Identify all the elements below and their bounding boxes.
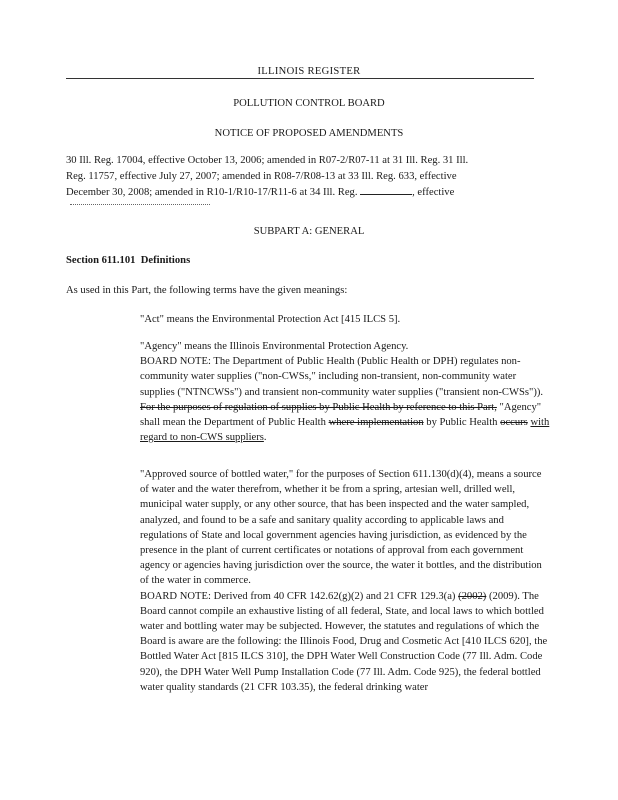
agency-board-note: BOARD NOTE: The Department of Public Health (Public Health or DPH) regulates non-community water supplies ("non-CWSs," including non-transient, non-community water supplies ("NTNCWSs") and transient non-community water supplies ("transient non-CWSs")). For the purposes of regulation of supplies by Public Health by reference to this Part, "Agency" shall mean the Department of Public Health where implementation by Public Health occurs with regard to non-CWS suppliers.: [140, 356, 550, 444]
section-heading: Section 611.101 Definitions: [66, 255, 191, 266]
dotted-line: [70, 204, 210, 205]
date-blank: [360, 184, 412, 195]
intro-text: As used in this Part, the following terms have the given meanings:: [66, 285, 348, 296]
agency-title: POLLUTION CONTROL BOARD: [233, 98, 385, 109]
definition-act: "Act" means the Environmental Protection Act [415 ILCS 5].: [140, 314, 401, 325]
source-history: 30 Ill. Reg. 17004, effective October 13, 2006; amended in R07-2/R07-11 at 31 Ill. Reg. 31 Ill. Reg. 11757, effective July 27, 2007; amended in R08-7/R08-13 at 33 Ill. Reg. 633, effective December 30, 2008; amended in R10-1/R10-17/R11-6 at 34 Ill. Reg. , effective: [66, 155, 469, 198]
register-title: ILLINOIS REGISTER: [0, 64, 618, 79]
definition-agency: "Agency" means the Illinois Environmental Protection Agency. BOARD NOTE: The Department of Public Health (Public Health or DPH) regulates non-community water supplies ("non-CWSs," including non-transient, non-community water supplies ("NTNCWSs") and transient non-community water supplies ("transient non-CWSs")). For the purposes of regulation of supplies by Public Health by reference to this Part, "Agency" shall mean the Department of Public Health where implementation by Public Health occurs with regard to non-CWS suppliers.: [140, 339, 552, 445]
subpart-heading: SUBPART A: GENERAL: [253, 226, 365, 237]
notice-title: NOTICE OF PROPOSED AMENDMENTS: [214, 128, 404, 139]
bottled-board-note: BOARD NOTE: Derived from 40 CFR 142.62(g)(2) and 21 CFR 129.3(a) (2002) (2009). The Board cannot compile an exhaustive listing of all federal, State, and local laws to which bottled water and bottling water may be subjected. However, the statutes and regulations of which the Board is aware are the following: the Illinois Food, Drug and Cosmetic Act [410 ILCS 620], the Bottled Water Act [815 ILCS 310], the DPH Water Well Construction Code (77 Ill. Adm. Code 920), the DPH Water Well Pump Installation Code (77 Ill. Adm. Code 925), the federal bottled water quality standards (21 CFR 103.35), the federal drinking water: [140, 590, 548, 693]
definition-bottled-water: "Approved source of bottled water," for the purposes of Section 611.130(d)(4), means a source of water and the water therefrom, whether it be from a spring, artesian well, drilled well, municipal water supply, or any other source, that has been inspected and the water sampled, analyzed, and found to be a safe and sanitary quality according to applicable laws and regulations of State and local government agencies having jurisdiction, as evidenced by the presence in the plant of current certificates or notations of approval from each government agency or agencies having jurisdiction over the source, the water it bottles, and the distribution of the water in commerce. BOARD NOTE: Derived from 40 CFR 142.62(g)(2) and 21 CFR 129.3(a) (2002) (2009). The Board cannot compile an exhaustive listing of all federal, State, and local laws to which bottled water and bottling water may be subjected. However, the statutes and regulations of which the Board is aware are the following: the Illinois Food, Drug and Cosmetic Act [410 ILCS 620], the Bottled Water Act [815 ILCS 310], the DPH Water Well Construction Code (77 Ill. Adm. Code 920), the DPH Water Well Pump Installation Code (77 Ill. Adm. Code 925), the federal bottled water quality standards (21 CFR 103.35), the federal drinking water: [140, 467, 552, 695]
